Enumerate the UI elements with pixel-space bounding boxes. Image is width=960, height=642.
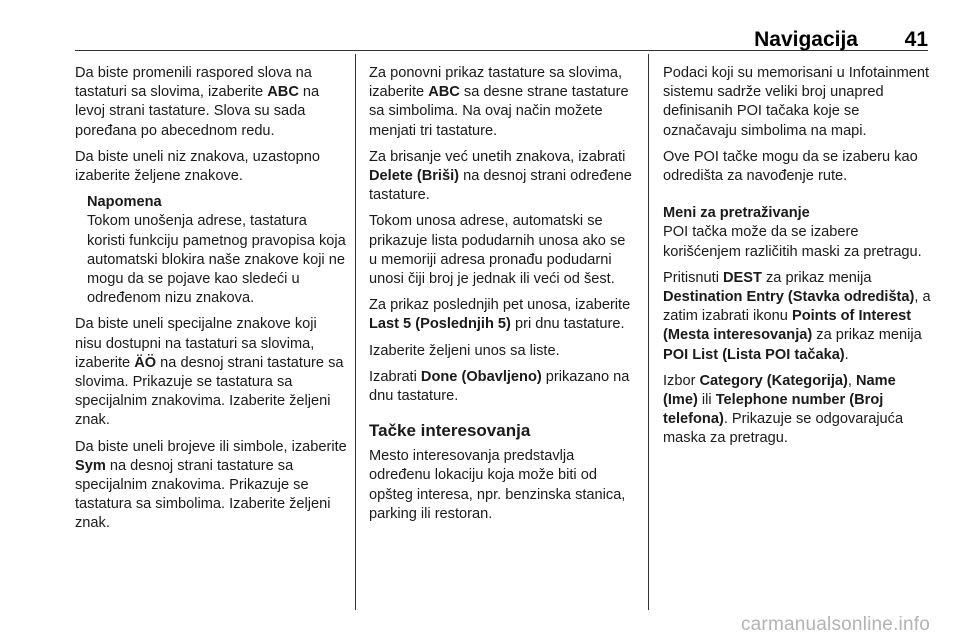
key-label: ÄÖ [134,354,157,371]
icon-label: Points of Interest (Mesta interesovanja) [663,308,912,344]
paragraph: Da biste uneli niz znakova, uzastopno izaberite željene znakove. [75,148,321,185]
section-heading: Tačke interesovanja [369,421,531,441]
option-label: Name (Ime) [663,372,896,409]
paragraph: Pritisnuti DEST za prikaz menija Destination Entry (Stavka odredišta), a zatim izabrati ikonu Points of Interest (Mesta interesovanja) za prikaz menija POI List (Lista POI tačaka). [663,269,931,363]
paragraph: Mesto interesovanja predstavlja određenu lokaciju koja može biti od opšteg interesa, npr. benzinska stanica, parking ili restoran. [369,448,626,522]
column-middle [369,64,637,531]
menu-label: POI List (Lista POI tačaka) [663,346,845,363]
note-heading: Napomena [87,194,162,211]
paragraph: Za ponovni prikaz tastature sa slovima, izaberite ABC sa desne strane tastature sa simbolima. Na ovaj način možete menjati tri tastature. [369,65,629,139]
menu-label: Destination Entry (Stavka odredišta) [663,289,915,306]
paragraph: Za prikaz poslednjih pet unosa, izaberite Last 5 (Poslednjih 5) pri dnu tastature. [369,297,631,333]
paragraph: Za brisanje već unetih znakova, izabrati Delete (Briši) na desnoj strani određene tastature. [369,148,632,204]
watermark: carmanualsonline.info [740,614,930,635]
subsection-heading: Meni za pretraživanje [663,205,810,222]
column-left [75,64,347,541]
key-label: Done (Obavljeno) [420,368,542,385]
page-title: Navigacija [754,28,858,51]
option-label: Telephone number (Broj telefona) [663,392,884,428]
paragraph: Da biste uneli brojeve ili simbole, izaberite Sym na desnoj strani tastature sa specijalnim znakovima. Prikazuje se tastatura sa simbolima. Izaberite željeni znak. [75,438,347,532]
key-label: Delete (Briši) [369,168,460,185]
key-label: ABC [428,84,460,101]
paragraph: Da biste promenili raspored slova na tastaturi sa slovima, izaberite ABC na levoj strani tastature. Slova su sada poređana po abecednom redu. [75,65,320,139]
key-label: DEST [723,269,762,286]
paragraph: Podaci koji su memorisani u Infotainment sistemu sadrže veliki broj unapred definisanih POI tačaka koje se označavaju simbolima na mapi. [663,65,930,139]
column-right [663,64,931,456]
key-label: Last 5 (Poslednjih 5) [369,316,511,333]
key-label: ABC [267,84,299,101]
paragraph: Izbor Category (Kategorija), Name (Ime) ili Telephone number (Broj telefona). Prikazuje se odgovarajuća maska za pretragu. [663,372,904,447]
paragraph: Da biste uneli specijalne znakove koji nisu dostupni na tastaturi sa slovima, izaberite ÄÖ na desnoj strani tastature sa slovima. Prikazuje se tastatura sa specijalnim znakovima. Izaberite željeni znak. [75,316,344,429]
key-label: Sym [75,457,106,474]
note-text: Tokom unošenja adrese, tastatura koristi funkciju pametnog pravopisa koja automatski blokira naše znakove koji ne mogu da se pojave kao sledeći u određenom nizu znakova. [87,213,346,307]
paragraph: Izaberite željeni unos sa liste. [369,342,560,359]
page-number: 41 [904,28,928,51]
paragraph: Ove POI tačke mogu da se izaberu kao odredišta za navođenje rute. [663,148,918,185]
paragraph: POI tačka može da se izabere korišćenjem različitih maski za pretragu. [663,224,922,260]
page-header [75,24,928,51]
paragraph: Tokom unosa adrese, automatski se prikazuje lista podudarnih unosa ako se u memoriji adresa pronađu podudarni unosi čiji broj je jednak ili veći od šest. [369,213,626,288]
column-divider [355,54,356,610]
option-label: Category (Kategorija) [699,372,848,389]
paragraph: Izabrati Done (Obavljeno) prikazano na dnu tastature. [369,368,630,405]
column-divider [648,54,649,610]
note-box [75,193,347,308]
